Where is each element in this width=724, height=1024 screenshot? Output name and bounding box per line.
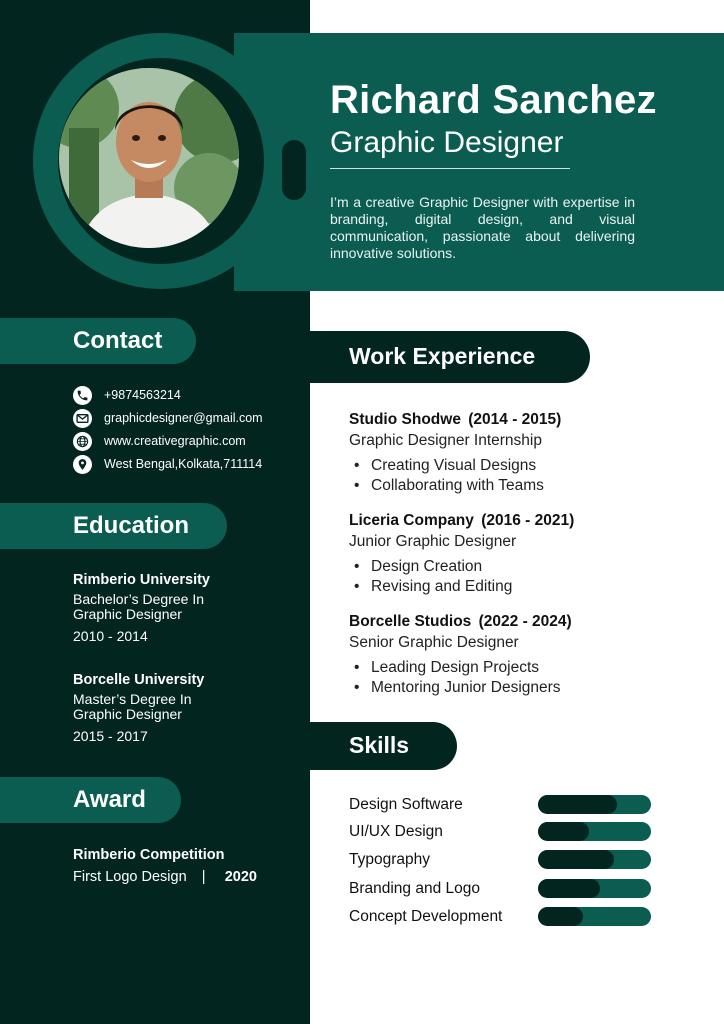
skill-bar: [538, 822, 651, 841]
education-degree: Graphic Designer: [73, 706, 182, 722]
globe-icon: [73, 432, 92, 451]
job-role: Senior Graphic Designer: [349, 634, 519, 651]
job-company: Borcelle Studios: [349, 613, 472, 630]
profile-photo: [59, 68, 239, 248]
contact-email-text: graphicdesigner@gmail.com: [104, 411, 263, 425]
skill-bar: [538, 879, 651, 898]
job-bullet: • Creating Visual Designs: [354, 457, 536, 475]
skill-bar-fill: [538, 822, 589, 841]
job-bullet: • Design Creation: [354, 558, 482, 576]
contact-section-heading: [0, 318, 196, 364]
skill-bar-fill: [538, 879, 600, 898]
skill-bar-fill: [538, 795, 617, 814]
award-separator: |: [201, 869, 206, 885]
education-degree: Graphic Designer: [73, 606, 182, 622]
education-school: Borcelle University: [73, 672, 205, 688]
phone-icon: [73, 386, 92, 405]
skill-label: UI/UX Design: [349, 823, 443, 840]
contact-phone-text: +9874563214: [104, 388, 181, 402]
skill-bar: [538, 907, 651, 926]
job-company: Liceria Company: [349, 512, 474, 529]
mail-icon: [73, 409, 92, 428]
job-bullet: • Collaborating with Teams: [354, 477, 544, 495]
award-year: 2020: [224, 869, 257, 885]
education-years: 2015 - 2017: [73, 728, 148, 744]
skill-bar: [538, 850, 651, 869]
skill-label: Design Software: [349, 796, 463, 813]
job-header: [349, 512, 574, 530]
job-header: [349, 613, 572, 631]
education-school: Rimberio University: [73, 572, 210, 588]
contact-address-text: West Bengal,Kolkata,711114: [104, 457, 263, 471]
job-company: Studio Shodwe: [349, 411, 461, 428]
job-header: [349, 411, 561, 429]
location-icon: [73, 455, 92, 474]
award-detail-text: First Logo Design: [73, 869, 187, 885]
education-degree: Bachelor’s Degree In: [73, 591, 205, 607]
skill-bar-fill: [538, 907, 583, 926]
candidate-name: Richard Sanchez: [330, 78, 657, 122]
job-period: (2014 - 2015): [468, 411, 562, 428]
job-role: Graphic Designer Internship: [349, 432, 542, 449]
skill-bar: [538, 795, 651, 814]
award-section-heading: [0, 777, 181, 823]
award-detail: [73, 869, 257, 885]
role-divider: [330, 168, 570, 169]
decorative-hook: [282, 140, 306, 200]
award-title: Award: [73, 786, 146, 813]
job-bullet: • Leading Design Projects: [354, 659, 539, 677]
skill-label: Typography: [349, 851, 430, 868]
skills-section-heading: [310, 722, 457, 770]
skill-label: Branding and Logo: [349, 880, 481, 897]
job-bullet: • Revising and Editing: [354, 578, 512, 596]
work-experience-title: Work Experience: [349, 343, 536, 369]
job-role: Junior Graphic Designer: [349, 533, 517, 550]
candidate-role: Graphic Designer: [330, 126, 564, 159]
job-period: (2016 - 2021): [481, 512, 575, 529]
skill-bar-fill: [538, 850, 614, 869]
skill-label: Concept Development: [349, 908, 503, 925]
award-name: Rimberio Competition: [73, 847, 225, 863]
education-years: 2010 - 2014: [73, 628, 148, 644]
work-experience-section-heading: [310, 331, 590, 383]
education-title: Education: [73, 512, 190, 539]
skills-title: Skills: [349, 732, 410, 758]
education-degree: Master’s Degree In: [73, 691, 192, 707]
job-period: (2022 - 2024): [478, 613, 572, 630]
contact-website-text: www.creativegraphic.com: [104, 434, 246, 448]
contact-title: Contact: [73, 327, 163, 354]
bio-text: I’m a creative Graphic Designer with expertise in branding, digital design, and visual communication, passionate about delivering innovative solutions.: [330, 194, 635, 261]
education-section-heading: [0, 503, 227, 549]
job-bullet: • Mentoring Junior Designers: [354, 679, 561, 697]
